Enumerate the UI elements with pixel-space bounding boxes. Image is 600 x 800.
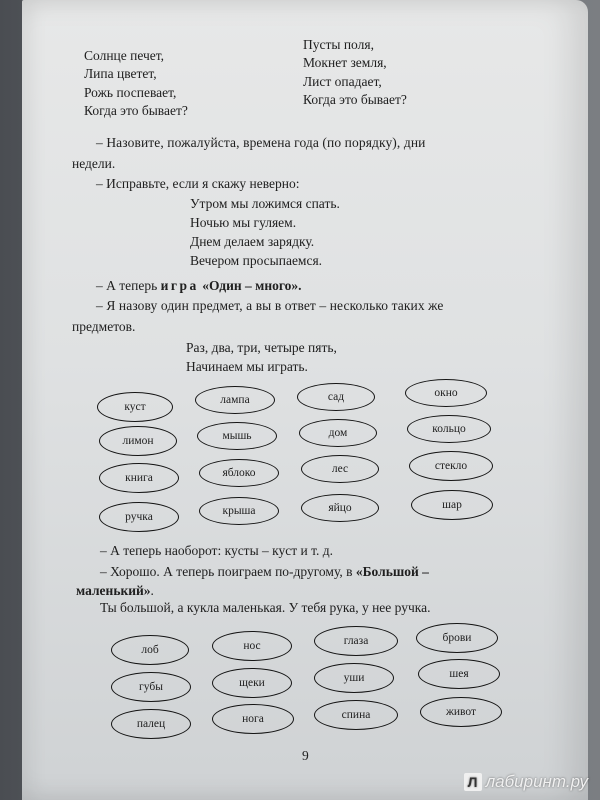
word-oval: окно	[405, 379, 487, 407]
word-oval: дом	[299, 419, 377, 447]
game1-prefix: – А теперь	[96, 278, 161, 293]
wrong-line-3: Днем делаем зарядку.	[190, 234, 315, 249]
game2-title-b: маленький»	[76, 583, 151, 598]
poem-right-line-2: Мокнет земля,	[303, 55, 387, 70]
reverse-instruction: – А теперь наоборот: кусты – куст и т. д.	[100, 543, 334, 558]
word-oval: лимон	[99, 426, 177, 456]
poem-right-line-3: Лист опадает,	[303, 74, 382, 89]
body-part-oval: губы	[111, 672, 191, 702]
body-part-oval: нос	[212, 631, 292, 661]
game1-heading	[96, 278, 302, 294]
poem-right-line-4: Когда это бывает?	[303, 92, 407, 107]
wrong-line-4: Вечером просыпаемся.	[190, 253, 323, 268]
word-oval: кольцо	[407, 415, 491, 443]
word-oval: лампа	[195, 386, 275, 414]
poem-right-line-1: Пусты поля,	[303, 37, 374, 52]
word-oval: шар	[411, 490, 493, 520]
word-oval: яйцо	[301, 494, 379, 522]
word-oval: книга	[99, 463, 179, 493]
question-seasons: – Назовите, пожалуйста, времена года (по порядку), дни	[96, 135, 426, 150]
wrong-line-1: Утром мы ложимся спать.	[190, 196, 340, 211]
body-part-oval: нога	[212, 704, 294, 734]
game2-text: – Хорошо. А теперь поиграем по-другому, в	[100, 564, 353, 579]
wrong-line-2: Ночью мы гуляем.	[190, 215, 297, 230]
word-oval: яблоко	[199, 459, 279, 487]
body-part-oval: уши	[314, 663, 394, 693]
rhyme-line-2: Начинаем мы играть.	[186, 359, 308, 374]
word-oval: лес	[301, 455, 379, 483]
word-oval: ручка	[99, 502, 179, 532]
watermark	[464, 772, 588, 792]
game2-example: Ты большой, а кукла маленькая. У тебя рука, у нее ручка.	[100, 600, 431, 615]
word-oval: сад	[297, 383, 375, 411]
watermark-text: лабиринт.ру	[485, 772, 588, 791]
game2-line	[100, 564, 429, 580]
poem-left-line-1: Солнце печет,	[84, 48, 165, 63]
body-part-oval: спина	[314, 700, 398, 730]
game2-title-a: «Большой –	[355, 564, 429, 579]
body-part-oval: шея	[418, 659, 500, 689]
word-oval: мышь	[197, 422, 277, 450]
body-part-oval: брови	[416, 623, 498, 653]
body-part-oval: лоб	[111, 635, 189, 665]
labirint-logo-icon: Л	[464, 773, 482, 791]
question-seasons-cont: недели.	[72, 156, 116, 171]
body-part-oval: палец	[111, 709, 191, 739]
word-oval: стекло	[409, 451, 493, 481]
word-oval: куст	[97, 392, 173, 422]
poem-left-line-4: Когда это бывает?	[84, 103, 188, 118]
game1-instructions-cont: предметов.	[72, 319, 136, 334]
page-number: 9	[302, 748, 309, 763]
game1-instructions: – Я назову один предмет, а вы в ответ – несколько таких же	[96, 298, 444, 313]
poem-left-line-2: Липа цветет,	[84, 66, 157, 81]
body-part-oval: щеки	[212, 668, 292, 698]
game2-dot: .	[150, 583, 154, 598]
body-part-oval: живот	[420, 697, 502, 727]
rhyme-line-1: Раз, два, три, четыре пять,	[186, 340, 337, 355]
game1-title: «Один – много».	[202, 278, 302, 293]
body-part-oval: глаза	[314, 626, 398, 656]
question-correct: – Исправьте, если я скажу неверно:	[96, 176, 300, 191]
word-oval: крыша	[199, 497, 279, 525]
game1-word: игра	[160, 278, 199, 293]
poem-left-line-3: Рожь поспевает,	[84, 85, 177, 100]
game2-line-cont	[76, 583, 154, 599]
